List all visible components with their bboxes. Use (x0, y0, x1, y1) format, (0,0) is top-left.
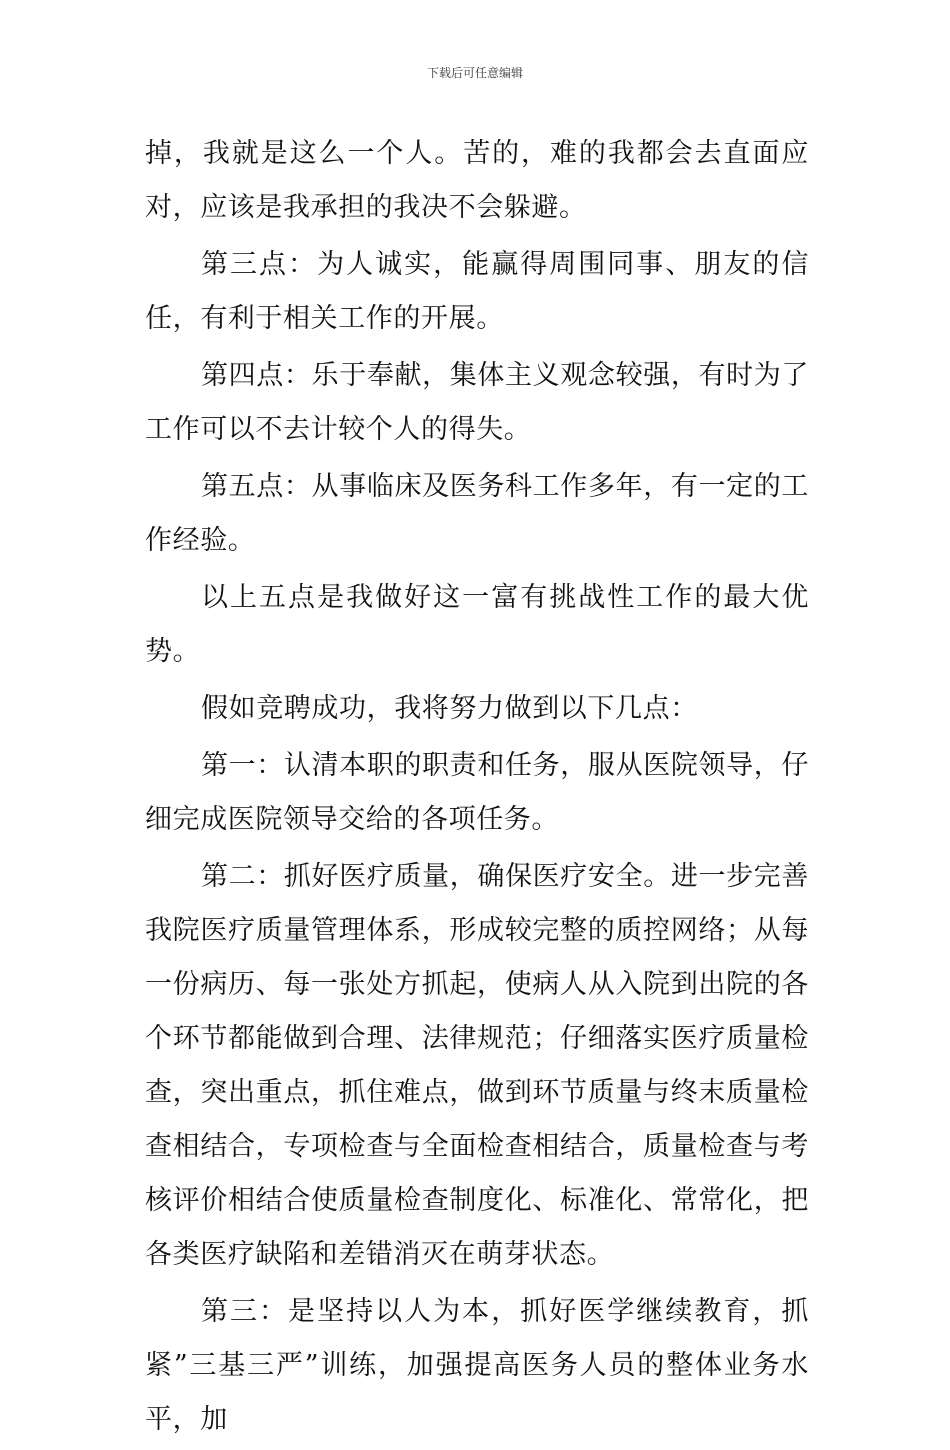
document-body (145, 127, 809, 1450)
paragraph: 第一：认清本职的职责和任务，服从医院领导，仔细完成医院领导交给的各项任务。 (145, 750, 809, 835)
paragraph: 第二：抓好医疗质量，确保医疗安全。进一步完善我院医疗质量管理体系，形成较完整的质控网络；从每一份病历、每一张处方抓起，使病人从入院到出院的各个环节都能做到合理、法律规范；仔细落实医疗质量检查，突出重点，抓住难点，做到环节质量与终末质量检查相结合，专项检查与全面检查相结合，质量检查与考核评价相结合使质量检查制度化、标准化、常常化，把各类医疗缺陷和差错消灭在萌芽状态。 (145, 861, 809, 1270)
paragraph: 以上五点是我做好这一富有挑战性工作的最大优势。 (145, 582, 809, 667)
paragraph: 掉，我就是这么一个人。苦的，难的我都会去直面应对，应该是我承担的我决不会躲避。 (145, 138, 809, 223)
paragraph: 第三点：为人诚实，能赢得周围同事、朋友的信任，有利于相关工作的开展。 (145, 249, 809, 334)
page-header: 下载后可任意编辑 (426, 66, 523, 80)
paragraph: 假如竞聘成功，我将努力做到以下几点： (201, 693, 698, 724)
paragraph: 第五点：从事临床及医务科工作多年，有一定的工作经验。 (145, 471, 809, 556)
paragraph: 第四点：乐于奉献，集体主义观念较强，有时为了工作可以不去计较个人的得失。 (145, 360, 809, 445)
paragraph: 第三：是坚持以人为本，抓好医学继续教育，抓紧”三基三严”训练，加强提高医务人员的整体业务水平，加 (145, 1296, 809, 1435)
